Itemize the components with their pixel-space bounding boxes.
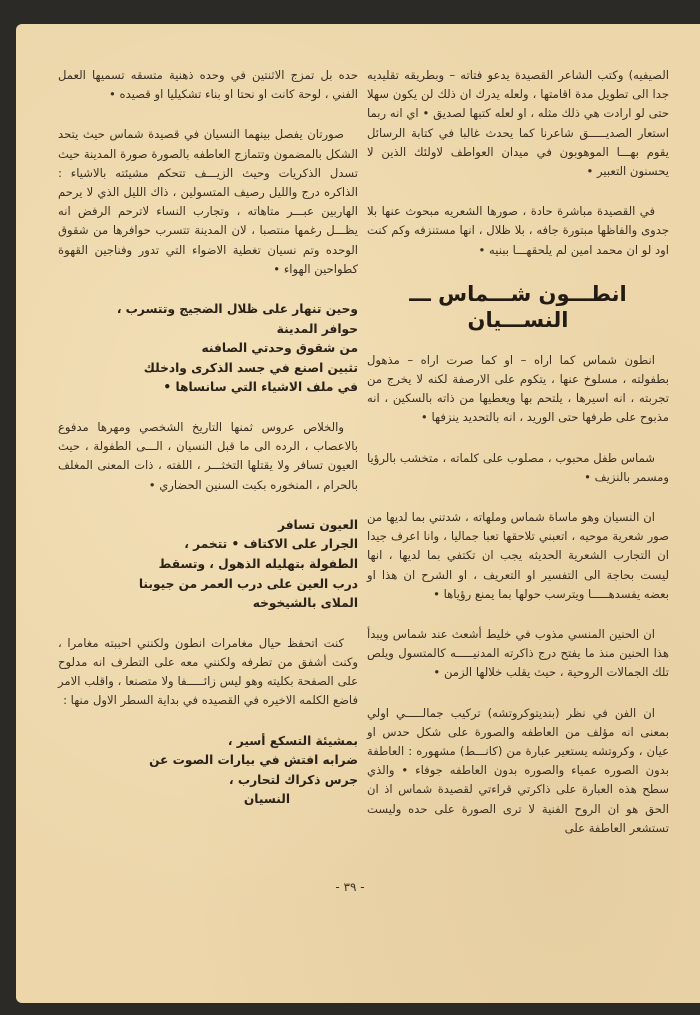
- poem-line: الملاى بالشيخوخه: [252, 596, 358, 611]
- paragraph: الصيفيه) وكتب الشاعر القصيدة يدعو فتاته – وبطريقه تقليديه جدا الى تطويل مدة اقامتها ، ولعله يدرك ان ذلك لن يكون سهلا حتى لو ارادت هي ذلك مثله ، او لعله كتبها لصديق • اي انه ربما استعار الصديـــــق شاعرنا كما يحدث غالبا في كتابة الرسائل يقوم بهـــا الموهوبون في ميدان العواطف لاولئك الذين لا يحسنون التعبير •: [367, 68, 669, 179]
- poem-line: الجرار على الاكتاف • تتخمر ،: [184, 537, 358, 552]
- paragraph: ان الحنين المنسي مذوب في خليط أشعث عند شماس ويبدأ هذا الحنين منذ ما يفتح درج ذاكرته المدنيـــــه كالمتسول ويلص تلك الجمالات الروحية ، حيث يقلب خلالها الزمن •: [367, 627, 669, 680]
- paragraph: كنت اتحفظ حيال مغامرات انطون ولكنني احببته مغامرا ، وكنت أشفق من تطرفه ولكنني معه على التطرف انه مدلوح على الصفحة بكليته وهو ليس زائـــــفا ولا متصنعا ، واقلب الامر فاضع الكلمه الاخيره في القصيده في بداية السطر الاول منها :: [58, 635, 358, 708]
- right-column: [367, 66, 669, 859]
- poem-line: العيون تسافر: [277, 517, 358, 532]
- poem-line: درب العين على درب العمر من جيوبنا: [138, 576, 358, 591]
- poem-line: من شقوق وحدتي الصافنه: [201, 341, 358, 356]
- paragraph: صورتان يفصل بينهما النسيان في قصيدة شماس حيث يتحد الشكل بالمضمون وتتمازج العاطفه بالصورة صورة المدينة حيث تسدل الذكريات وحيث الزيـــف تتحكم مشيئته بالاشياء : الذاكره درج والليل رصيف المتسولين ، ذاك الليل الذي لا يرحم الهاربين عبـــر متاهاته ، وتجارب النساء لاترحم الرفض انه يظـــل رغمها منتصبا ، لان المدينة تتسرب حوافرها من شقوق الوحده وتم نسيان تغطية الاضواء التي تدور وفناجين القهوة كطواحين الهواء •: [58, 127, 358, 276]
- poem-line: في ملف الاشياء التي سانساها •: [163, 380, 358, 395]
- poem-line: النسيان: [243, 792, 290, 807]
- paragraph: ان الفن في نظر (بنديتوكروتشه) تركيب جمالـــــي اولي بمعنى انه مؤلف من العاطفه والصورة على شكل حدس او عيان ، وكروتشه يستعير عبارة من (كانـــط) مشهوره : العاطفة بدون الصوره عمياء والصوره بدون العاطفه جوفاء • والذي سطح هذه العبارة على ذاكرتي قراءتي لقصيدة شماس اذ ان الحق هو ان الروح الفنية لا ترى الصورة على حده وليست تستشعر العاطفة على: [367, 705, 669, 835]
- paragraph: في القصيدة مباشرة حادة ، صورها الشعريه مبحوث عنها بلا جدوى والفاظها مبتورة جافه ، بلا ظلال ، انها مستنزفه وكم كنت اود لو ان محمد امين لم يلحقهـــا ببنيه •: [367, 204, 669, 257]
- page-number: - ٣٩ -: [335, 880, 365, 894]
- paragraph: انطون شماس كما اراه – او كما صرت اراه – مذهول بطفولته ، مسلوخ عنها ، يتكوم على الارصفة لكنه لا يخرج من تجربته ، انه اسيرها ، يلتحم بها ويعطيها من ذاته بالسكين ، انه مذبوح على طرفها حتى الوريد ، انه بالتحديد ينزفها •: [367, 352, 669, 425]
- left-column: [58, 66, 358, 810]
- poem-line: جرس ذكراك لتحارب ،: [229, 772, 358, 787]
- paragraph: والخلاص عروس ثمنها التاريخ الشخصي ومهرها مدفوع بالاعصاب ، الرده الى ما قبل النسيان ، الـــى الطفولة ، حيث العيون تسافر ولا يقتلها التخثـــر ، اللفته ، ذات المعنى المغلف بالحرام ، المنخوره بكبت السنين الحضاري •: [58, 420, 358, 492]
- poem-line: حوافر المدينة: [276, 321, 358, 336]
- section-heading: انطـــون شـــماس ـــ النســـيان: [409, 281, 627, 332]
- poem-line: تثبين اصنع في جسد الذكرى وادخلك: [143, 360, 358, 375]
- paragraph: ان النسيان وهو ماساة شماس وملهاته ، شدتني بما لديها من صور شعرية موحيه ، اتعبني تلاحقها تعبا جماليا ، وانا اعرف جيدا ان التجارب الشعرية الحديثه يجب ان تكتفي بما لديها ، انها ليست بحاجة الى التفسير او التعريف ، او الشرح ان هذا او بعضه يفسدهـــــا ويترسب حولها بما يمنع رؤياها •: [367, 510, 669, 601]
- paragraph: حده بل تمزج الاثنتين في وحده ذهنية متسقه تسميها العمل الفني ، لوحة كانت او نحتا او بناء تشكيليا او قصيده •: [58, 68, 358, 102]
- poem-stanza-2: [58, 516, 358, 614]
- paragraph: شماس طفل محبوب ، مصلوب على كلماته ، متخشب بالرؤيا ومسمر بالنزيف •: [367, 450, 669, 484]
- poem-stanza-1: [58, 300, 358, 398]
- poem-line: وحين تنهار على ظلال الضجيج وتتسرب ،: [116, 302, 358, 317]
- poem-line: بمشيئة التسكع أسير ،: [227, 733, 358, 748]
- poem-stanza-3: [58, 732, 358, 810]
- poem-line: الطفولة بتهليله الذهول ، وتسقط: [158, 557, 358, 571]
- poem-line: ضرابه افتش في بيارات الصوت عن: [149, 753, 358, 768]
